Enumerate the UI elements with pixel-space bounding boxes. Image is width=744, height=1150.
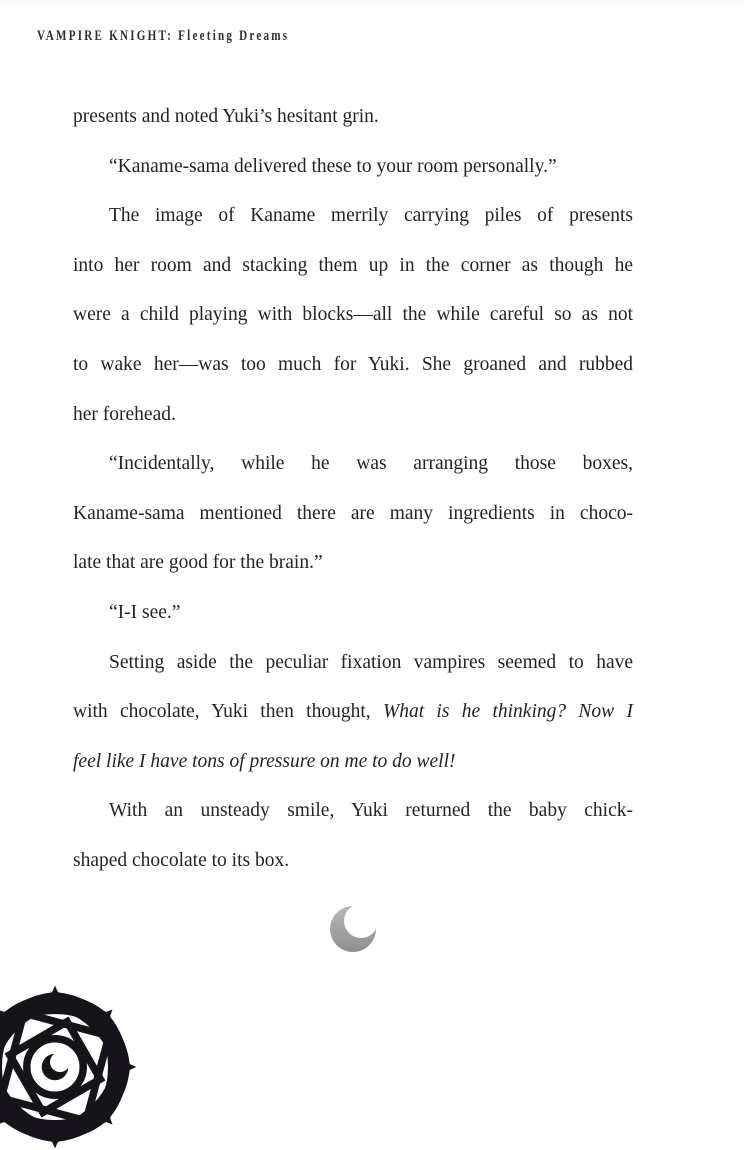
text-segment: Kaname-sama mentioned there are many ingredients in choco- — [73, 502, 633, 524]
text-line — [73, 737, 633, 787]
text-line — [73, 439, 633, 489]
text-line — [73, 687, 633, 737]
text-segment: presents and noted Yuki’s hesitant grin. — [73, 106, 379, 127]
rose-emblem-icon — [0, 984, 138, 1150]
text-segment: with chocolate, Yuki then thought, — [73, 701, 383, 723]
text-line — [73, 836, 633, 886]
text-segment: to wake her—was too much for Yuki. She groaned and rubbed — [73, 353, 633, 375]
text-line — [73, 290, 633, 340]
text-segment: shaped chocolate to its box. — [73, 849, 290, 871]
text-line — [73, 92, 633, 142]
text-line — [73, 489, 633, 539]
text-line — [73, 340, 633, 390]
text-segment: Setting aside the peculiar fixation vampires seemed to have — [109, 651, 633, 673]
text-segment: “Incidentally, while he was arranging those boxes, — [109, 453, 633, 475]
text-segment: late that are good for the brain.” — [73, 552, 323, 574]
text-line — [73, 538, 633, 588]
text-line — [73, 638, 633, 688]
text-segment: “I-I see.” — [109, 601, 181, 623]
text-segment: were a child playing with blocks—all the while careful so as not — [73, 304, 633, 326]
text-segment: With an unsteady smile, Yuki returned the baby chick- — [109, 800, 633, 822]
text-segment: her forehead. — [73, 403, 176, 425]
text-segment: The image of Kaname merrily carrying piles of presents — [109, 205, 633, 227]
text-line — [73, 786, 633, 836]
text-line — [73, 191, 633, 241]
text-line — [73, 241, 633, 291]
text-line — [73, 390, 633, 440]
text-line — [73, 142, 633, 192]
crescent-moon-icon — [330, 903, 378, 951]
italic-text-segment: What is he thinking? Now I — [382, 701, 633, 723]
body-text — [73, 92, 633, 886]
text-segment: into her room and stacking them up in the corner as though he — [73, 254, 633, 276]
running-header: VAMPIRE KNIGHT: Fleeting Dreams — [37, 28, 290, 44]
text-segment: “Kaname-sama delivered these to your room personally.” — [109, 155, 557, 177]
text-line — [73, 588, 633, 638]
italic-text-segment: feel like I have tons of pressure on me to do well! — [73, 750, 456, 772]
